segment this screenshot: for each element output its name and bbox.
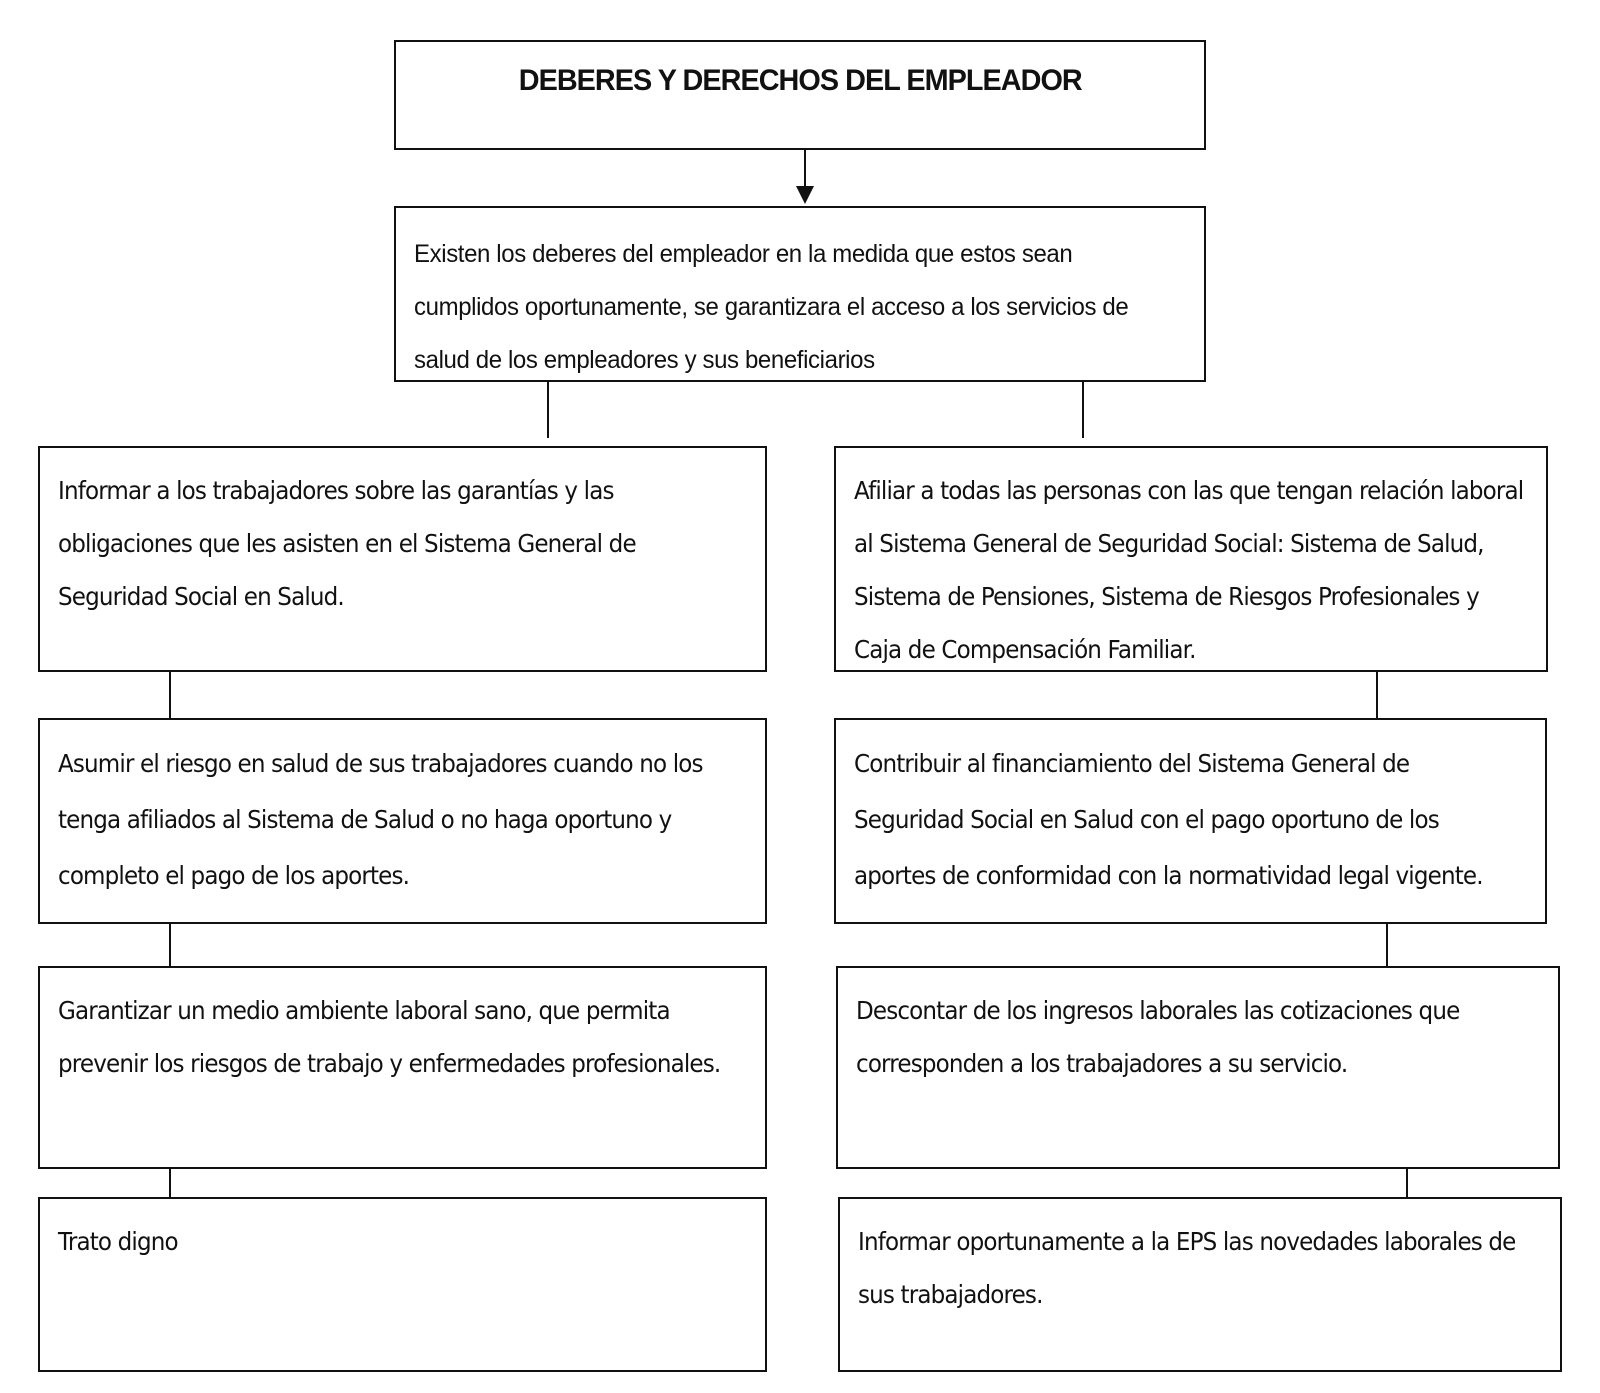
right-duty-box-2	[834, 718, 1547, 924]
intro-to-right-connector	[1082, 382, 1084, 438]
right-connector-2	[1386, 924, 1388, 966]
right-duty-box-4	[838, 1197, 1562, 1372]
left-connector-3	[169, 1169, 171, 1197]
right-duty-text-4: Informar oportunamente a la EPS las novedades laborales de sus trabajadores.	[858, 1227, 1516, 1309]
right-duty-text-3: Descontar de los ingresos laborales las cotizaciones que corresponden a los trabajadores a su servicio.	[856, 996, 1460, 1078]
intro-to-left-connector	[547, 382, 549, 438]
left-duty-text-4: Trato digno	[58, 1227, 178, 1256]
right-connector-3	[1406, 1169, 1408, 1197]
left-duty-box-4	[38, 1197, 767, 1372]
left-duty-text-3: Garantizar un medio ambiente laboral sano, que permita prevenir los riesgos de trabajo y enfermedades profesionales.	[58, 996, 721, 1078]
left-duty-box-1	[38, 446, 767, 672]
right-duty-box-3	[836, 966, 1560, 1169]
down-arrow-icon	[796, 186, 814, 204]
right-connector-1	[1376, 672, 1378, 718]
right-duty-text-1: Afiliar a todas las personas con las que tengan relación laboral al Sistema General de Seguridad Social: Sistema de Salud, Sistema de Pensiones, Sistema de Riesgos Profesionales y Caja de Compensación Familiar.	[854, 476, 1524, 664]
left-connector-1	[169, 672, 171, 718]
title-to-intro-connector	[804, 150, 806, 186]
intro-text: Existen los deberes del empleador en la medida que estos sean cumplidos oportunamente, se garantizara el acceso a los servicios de salud de los empleadores y sus beneficiarios	[414, 240, 1129, 374]
diagram-title: DEBERES Y DERECHOS DEL EMPLEADOR	[518, 64, 1082, 97]
intro-box	[394, 206, 1206, 382]
left-duty-box-3	[38, 966, 767, 1169]
right-duty-text-2: Contribuir al financiamiento del Sistema General de Seguridad Social en Salud con el pago oportuno de los aportes de conformidad con la normatividad legal vigente.	[854, 749, 1483, 890]
title-box	[394, 40, 1206, 150]
left-duty-text-2: Asumir el riesgo en salud de sus trabajadores cuando no los tenga afiliados al Sistema de Salud o no haga oportuno y completo el pago de los aportes.	[58, 749, 703, 890]
left-connector-2	[169, 924, 171, 966]
right-duty-box-1	[834, 446, 1548, 672]
left-duty-box-2	[38, 718, 767, 924]
left-duty-text-1: Informar a los trabajadores sobre las garantías y las obligaciones que les asisten en el Sistema General de Seguridad Social en Salud.	[58, 476, 636, 611]
